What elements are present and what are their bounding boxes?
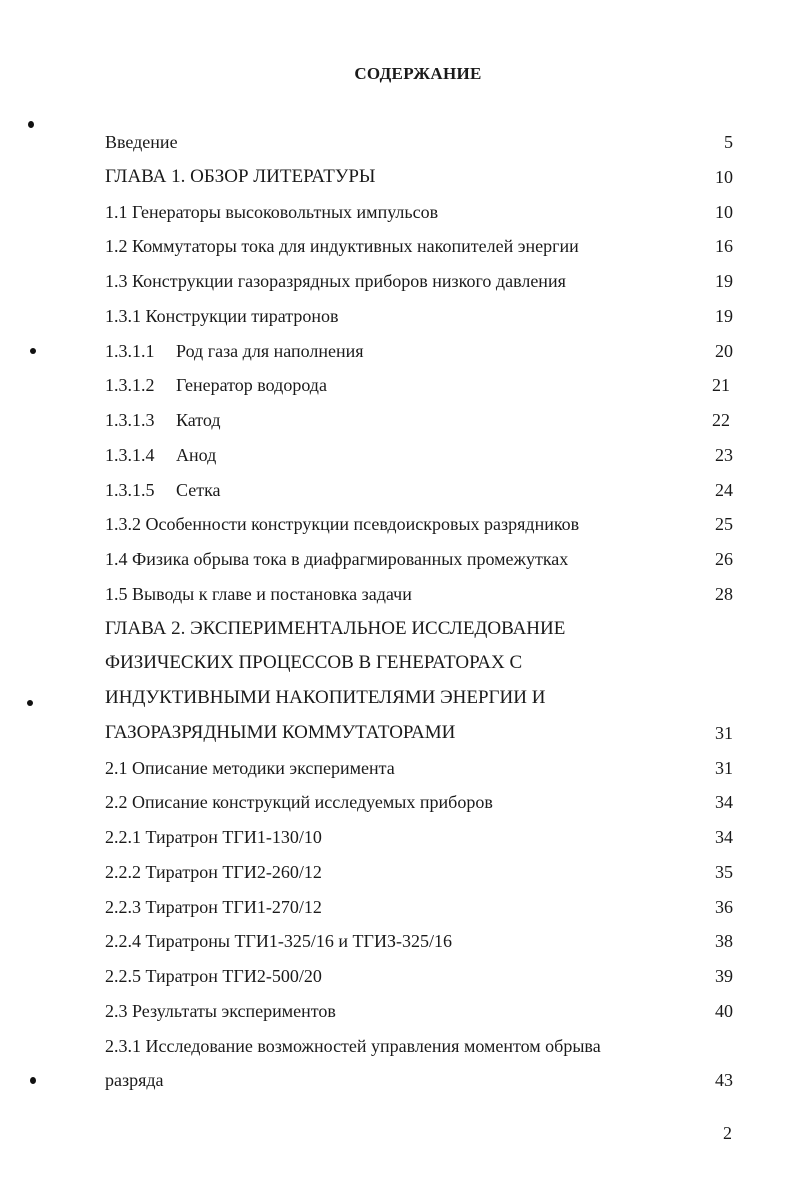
toc-entry-1-3-1-3: [0, 403, 793, 438]
toc-entry-page: 5: [724, 132, 733, 152]
toc-entry-page: 16: [715, 236, 733, 257]
toc-entry-1-4: [0, 542, 793, 577]
toc-entry-chapter-2-line-1: [0, 612, 793, 647]
toc-entry-1-1: [0, 195, 793, 230]
scan-speck-mark: [28, 121, 34, 128]
toc-entry-label: 2.1 Описание методики эксперимента: [105, 757, 395, 778]
toc-entry-page: 22: [712, 410, 730, 430]
toc-entry-1-2: [0, 229, 793, 264]
toc-entry-label: 1.4 Физика обрыва тока в диафрагмированных промежутках: [105, 549, 569, 569]
toc-entry-page: 38: [715, 931, 733, 952]
toc-entry-2-2-2: [0, 855, 793, 890]
page-title: СОДЕРЖАНИЕ: [354, 64, 482, 83]
toc-entry-label: 2.2.2 Тиратрон ТГИ2-260/12: [105, 861, 322, 882]
toc-entry-label: ИНДУКТИВНЫМИ НАКОПИТЕЛЯМИ ЭНЕРГИИ И: [105, 687, 546, 708]
toc-entry-chapter-2-line-4: [0, 716, 793, 751]
toc-entry-label: 2.3.1 Исследование возможностей управления моментом обрыва: [105, 1035, 601, 1056]
toc-entry-page: 23: [715, 444, 733, 465]
table-of-contents: [0, 125, 793, 1098]
scan-speck-mark: [27, 700, 33, 706]
toc-entry-label: Введение: [105, 132, 178, 152]
toc-entry-2-3: [0, 994, 793, 1029]
toc-entry-label: 2.2.3 Тиратрон ТГИ1-270/12: [105, 896, 322, 917]
toc-entry-label: 1.1 Генераторы высоковольтных импульсов: [105, 201, 439, 222]
toc-entry-2-2-3: [0, 890, 793, 925]
toc-entry-page: 36: [715, 896, 733, 917]
toc-entry-introduction: [0, 125, 793, 160]
toc-entry-label: ГЛАВА 2. ЭКСПЕРИМЕНТАЛЬНОЕ ИССЛЕДОВАНИЕ: [105, 617, 566, 639]
toc-entry-1-3-1-1: [0, 334, 793, 369]
toc-entry-page: 21: [712, 375, 730, 396]
toc-entry-page: 35: [715, 861, 733, 882]
toc-entry-label: Катод: [176, 410, 221, 430]
toc-entry-page: 43: [715, 1070, 733, 1091]
toc-entry-page: 26: [715, 549, 733, 569]
toc-entry-page: 28: [715, 583, 733, 604]
toc-entry-page: 20: [715, 340, 733, 361]
toc-entry-2-2-5: [0, 959, 793, 994]
toc-entry-1-3-1-2: [0, 368, 793, 403]
toc-entry-label: разряда: [105, 1070, 164, 1091]
toc-entry-2-3-1-line-2: [0, 1063, 793, 1098]
toc-entry-number: 1.3.1.4: [105, 444, 155, 465]
toc-entry-page: 24: [715, 479, 733, 500]
scan-speck-mark: [30, 348, 36, 354]
toc-entry-label: 2.3 Результаты экспериментов: [105, 1000, 336, 1021]
toc-entry-1-3: [0, 264, 793, 299]
toc-entry-label: Генератор водорода: [176, 375, 327, 396]
toc-entry-chapter-2-line-2: [0, 646, 793, 681]
toc-entry-1-3-1-4: [0, 438, 793, 473]
toc-entry-1-3-2: [0, 507, 793, 542]
toc-entry-2-3-1-line-1: [0, 1029, 793, 1064]
scan-speck-mark: [30, 1077, 36, 1084]
toc-entry-label: 2.2.4 Тиратроны ТГИ1-325/16 и ТГИЗ-325/16: [105, 931, 452, 952]
toc-entry-chapter-1: [0, 160, 793, 195]
toc-entry-label: 1.3.1 Конструкции тиратронов: [105, 305, 339, 326]
toc-entry-label: 1.2 Коммутаторы тока для индуктивных накопителей энергии: [105, 236, 579, 257]
toc-entry-label: 1.3 Конструкции газоразрядных приборов низкого давления: [105, 271, 566, 291]
toc-entry-1-3-1-5: [0, 473, 793, 508]
toc-entry-2-2-1: [0, 820, 793, 855]
toc-entry-2-2: [0, 785, 793, 820]
toc-entry-chapter-2-line-3: [0, 681, 793, 716]
toc-entry-2-1: [0, 751, 793, 786]
toc-entry-label: Род газа для наполнения: [176, 340, 364, 361]
toc-entry-label: ГАЗОРАЗРЯДНЫМИ КОММУТАТОРАМИ: [105, 721, 456, 743]
toc-entry-label: 2.2.5 Тиратрон ТГИ2-500/20: [105, 966, 322, 986]
toc-entry-1-5: [0, 577, 793, 612]
toc-entry-page: 34: [715, 792, 733, 813]
toc-entry-page: 19: [715, 271, 733, 291]
toc-entry-page: 40: [715, 1000, 733, 1021]
toc-entry-page: 10: [715, 166, 733, 187]
toc-entry-page: 10: [715, 201, 733, 222]
toc-entry-page: 34: [715, 827, 733, 847]
toc-entry-number: 1.3.1.1: [105, 340, 155, 361]
toc-entry-label: 1.5 Выводы к главе и постановка задачи: [105, 583, 412, 604]
toc-entry-number: 1.3.1.5: [105, 479, 155, 500]
toc-entry-label: 2.2.1 Тиратрон ТГИ1-130/10: [105, 827, 322, 847]
toc-entry-1-3-1: [0, 299, 793, 334]
toc-entry-2-2-4: [0, 924, 793, 959]
toc-entry-page: 19: [715, 305, 733, 326]
toc-entry-label: ГЛАВА 1. ОБЗОР ЛИТЕРАТУРЫ: [105, 165, 376, 187]
toc-entry-page: 39: [715, 966, 733, 986]
toc-entry-label: Сетка: [176, 479, 221, 500]
page-number: 2: [723, 1123, 732, 1143]
toc-entry-number: 1.3.1.2: [105, 375, 155, 396]
toc-entry-label: 2.2 Описание конструкций исследуемых приборов: [105, 792, 493, 813]
toc-entry-label: ФИЗИЧЕСКИХ ПРОЦЕССОВ В ГЕНЕРАТОРАХ С: [105, 652, 523, 674]
toc-entry-page: 31: [715, 722, 733, 743]
toc-entry-page: 31: [715, 757, 733, 778]
toc-entry-page: 25: [715, 514, 733, 535]
toc-entry-label: Анод: [176, 444, 217, 465]
toc-entry-label: 1.3.2 Особенности конструкции псевдоискровых разрядников: [105, 514, 580, 535]
toc-entry-number: 1.3.1.3: [105, 410, 155, 430]
